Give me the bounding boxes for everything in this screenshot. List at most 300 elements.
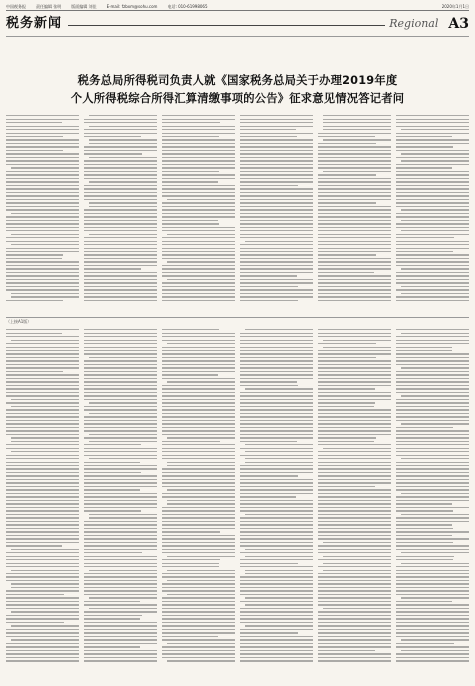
text-line — [240, 171, 313, 172]
text-line — [162, 423, 235, 424]
text-line — [162, 475, 235, 476]
text-line — [162, 300, 235, 301]
text-line — [11, 639, 79, 640]
text-line — [240, 293, 313, 294]
text-line — [323, 542, 391, 543]
text-line — [318, 402, 375, 403]
text-line — [162, 622, 235, 623]
text-line — [318, 524, 391, 525]
text-line — [318, 199, 391, 200]
text-line — [396, 507, 469, 508]
text-line — [318, 653, 391, 654]
text-line — [318, 576, 391, 577]
text-line — [318, 427, 391, 428]
text-line — [6, 566, 79, 567]
text-line — [89, 514, 157, 515]
text-line — [318, 296, 391, 297]
text-line — [396, 542, 453, 543]
text-line — [396, 336, 469, 337]
text-line — [240, 286, 298, 287]
text-line — [84, 213, 157, 214]
text-line — [84, 353, 157, 354]
text-line — [11, 570, 79, 571]
text-line — [396, 385, 469, 386]
text-line — [396, 171, 469, 172]
text-line — [240, 206, 313, 207]
text-line — [318, 486, 375, 487]
text-line — [84, 423, 157, 424]
text-line — [6, 350, 79, 351]
text-line — [318, 535, 391, 536]
text-line — [318, 489, 391, 490]
text-line — [401, 563, 469, 564]
text-line — [84, 552, 142, 553]
text-line — [84, 300, 157, 301]
editor-info: 责任编辑 张明 — [36, 4, 62, 9]
text-line — [240, 552, 313, 553]
text-line — [396, 583, 469, 584]
text-line — [84, 510, 141, 511]
text-line — [162, 220, 218, 221]
text-line — [84, 409, 157, 410]
text-line — [240, 542, 313, 543]
text-line — [89, 234, 157, 235]
text-line — [396, 409, 469, 410]
text-line — [318, 615, 391, 616]
text-line — [162, 451, 235, 452]
text-line — [6, 178, 79, 179]
text-line — [89, 517, 157, 518]
text-line — [318, 559, 391, 560]
text-line — [84, 279, 157, 280]
text-line — [6, 385, 79, 386]
text-line — [162, 395, 235, 396]
text-line — [162, 615, 235, 616]
text-line — [240, 643, 313, 644]
text-line — [6, 455, 79, 456]
text-line — [162, 573, 235, 574]
text-line — [84, 653, 157, 654]
text-line — [318, 367, 391, 368]
text-line — [240, 423, 313, 424]
text-line — [245, 514, 313, 515]
text-line — [318, 413, 391, 414]
text-line — [396, 300, 469, 301]
text-line — [240, 535, 313, 536]
text-line — [318, 220, 391, 221]
text-line — [318, 549, 391, 550]
text-line — [6, 367, 79, 368]
text-line — [318, 657, 391, 658]
text-line — [84, 430, 157, 431]
text-line — [396, 660, 469, 661]
text-line — [396, 347, 452, 348]
text-line — [396, 192, 469, 193]
text-line — [162, 164, 235, 165]
text-line — [84, 360, 157, 361]
text-line — [6, 563, 79, 564]
issue-date: 2020年1月1日 — [441, 4, 469, 9]
text-line — [318, 597, 391, 598]
text-line — [6, 573, 79, 574]
text-line — [6, 420, 79, 421]
text-line — [396, 576, 469, 577]
text-line — [318, 583, 391, 584]
text-line — [162, 531, 220, 532]
text-line — [84, 399, 157, 400]
text-line — [396, 420, 469, 421]
text-line — [318, 371, 391, 372]
text-line — [318, 475, 391, 476]
text-line — [89, 441, 157, 442]
text-line — [84, 374, 157, 375]
text-line — [162, 272, 235, 273]
text-line — [401, 153, 469, 154]
text-line — [401, 230, 469, 231]
text-line — [162, 482, 235, 483]
text-line — [84, 296, 157, 297]
text-line — [318, 353, 391, 354]
text-line — [84, 556, 157, 557]
text-line — [84, 223, 157, 224]
text-line — [401, 458, 469, 459]
text-line — [84, 129, 157, 130]
text-line — [6, 160, 79, 161]
text-line — [240, 618, 313, 619]
text-line — [240, 234, 313, 235]
text-line — [6, 416, 79, 417]
text-line — [240, 258, 313, 259]
text-line — [396, 632, 469, 633]
text-line — [396, 646, 469, 647]
text-line — [84, 650, 157, 651]
text-line — [162, 275, 235, 276]
text-line — [6, 632, 79, 633]
text-line — [167, 465, 235, 466]
text-line — [396, 133, 469, 134]
text-line — [318, 188, 391, 189]
text-line — [162, 350, 235, 351]
text-line — [318, 261, 391, 262]
text-line — [240, 350, 313, 351]
text-line — [318, 213, 391, 214]
text-line — [240, 374, 313, 375]
text-line — [240, 395, 313, 396]
text-line — [396, 178, 469, 179]
text-line — [323, 115, 391, 116]
text-line — [6, 395, 79, 396]
text-line — [401, 293, 469, 294]
text-line — [396, 625, 469, 626]
text-line — [240, 503, 313, 504]
text-line — [318, 552, 391, 553]
text-line — [162, 653, 235, 654]
text-line — [318, 388, 375, 389]
text-line — [6, 559, 79, 560]
text-line — [396, 206, 469, 207]
text-line — [245, 597, 313, 598]
text-line — [396, 590, 469, 591]
text-line — [396, 289, 469, 290]
text-line — [318, 378, 391, 379]
text-line — [162, 646, 235, 647]
text-line — [84, 559, 157, 560]
text-line — [162, 213, 235, 214]
text-line — [318, 622, 391, 623]
text-line — [240, 531, 313, 532]
text-line — [6, 195, 79, 196]
text-line — [84, 615, 142, 616]
text-line — [318, 650, 375, 651]
text-line — [396, 545, 469, 546]
text-line — [240, 392, 313, 393]
text-line — [396, 378, 469, 379]
text-line — [318, 444, 391, 445]
text-line — [162, 378, 235, 379]
text-line — [318, 157, 391, 158]
text-line — [84, 378, 157, 379]
text-line — [84, 657, 157, 658]
text-line — [396, 139, 469, 140]
text-line — [323, 563, 391, 564]
text-line — [240, 178, 313, 179]
text-line — [11, 234, 79, 235]
text-line — [84, 199, 157, 200]
text-line — [396, 251, 453, 252]
text-line — [396, 254, 469, 255]
text-line — [318, 286, 391, 287]
text-line — [84, 188, 157, 189]
text-line — [401, 209, 469, 210]
text-line — [396, 174, 469, 175]
text-line — [318, 409, 391, 410]
text-line — [84, 580, 157, 581]
text-line — [396, 213, 469, 214]
text-line — [84, 618, 140, 619]
text-line — [318, 336, 391, 337]
text-line — [84, 209, 157, 210]
text-line — [162, 192, 235, 193]
text-line — [162, 150, 235, 151]
text-line — [162, 496, 235, 497]
text-line — [240, 146, 313, 147]
header-divider — [6, 36, 469, 37]
text-line — [318, 136, 375, 137]
text-line — [318, 566, 391, 567]
text-line — [84, 367, 157, 368]
text-line — [6, 223, 79, 224]
text-line — [84, 261, 157, 262]
text-line — [318, 329, 391, 330]
text-line — [396, 615, 469, 616]
text-line — [240, 657, 313, 658]
text-line — [240, 296, 313, 297]
text-line — [162, 178, 235, 179]
text-line — [6, 371, 63, 372]
text-line — [162, 507, 235, 508]
text-line — [6, 119, 79, 120]
text-line — [162, 248, 235, 249]
text-line — [162, 188, 235, 189]
text-line — [396, 126, 469, 127]
text-line — [6, 531, 79, 532]
text-line — [396, 143, 469, 144]
text-line — [240, 216, 313, 217]
layout-editor-info: 版面编辑 刘佳 — [71, 4, 97, 9]
text-line — [240, 268, 313, 269]
text-line — [162, 251, 235, 252]
text-line — [240, 475, 298, 476]
text-line — [162, 136, 219, 137]
text-line — [89, 126, 157, 127]
text-line — [84, 416, 157, 417]
text-line — [89, 608, 157, 609]
text-line — [318, 146, 391, 147]
text-line — [6, 503, 79, 504]
text-line — [11, 244, 79, 245]
text-line — [84, 136, 141, 137]
text-line — [396, 223, 469, 224]
text-line — [84, 493, 157, 494]
text-line — [396, 381, 469, 382]
text-line — [89, 357, 157, 358]
text-line — [240, 220, 313, 221]
text-line — [84, 195, 157, 196]
text-line — [6, 482, 79, 483]
text-line — [11, 293, 79, 294]
text-line — [245, 556, 313, 557]
text-line — [6, 333, 62, 334]
text-line — [6, 590, 79, 591]
text-line — [323, 340, 391, 341]
text-line — [240, 563, 298, 564]
text-line — [6, 552, 79, 553]
text-line — [6, 220, 79, 221]
text-line — [318, 604, 391, 605]
text-line — [318, 153, 391, 154]
text-line — [318, 174, 376, 175]
text-line — [240, 479, 313, 480]
text-line — [162, 430, 235, 431]
text-line — [6, 199, 79, 200]
text-line — [6, 286, 79, 287]
text-line — [396, 559, 453, 560]
text-line — [84, 388, 157, 389]
text-line — [318, 500, 391, 501]
text-line — [89, 570, 157, 571]
text-line — [162, 282, 235, 283]
text-line — [396, 275, 469, 276]
text-line — [318, 167, 391, 168]
text-line — [84, 293, 157, 294]
text-line — [84, 333, 157, 334]
text-line — [84, 150, 157, 151]
text-line — [396, 216, 469, 217]
text-line — [84, 503, 157, 504]
text-line — [167, 234, 235, 235]
text-line — [240, 653, 313, 654]
text-line — [11, 625, 79, 626]
text-line — [318, 496, 391, 497]
text-line — [162, 434, 235, 435]
text-line — [162, 510, 235, 511]
text-line — [84, 119, 157, 120]
text-line — [6, 500, 79, 501]
text-line — [396, 573, 469, 574]
text-line — [162, 371, 235, 372]
text-line — [240, 136, 297, 137]
text-line — [6, 545, 62, 546]
text-line — [84, 622, 157, 623]
text-line — [167, 279, 235, 280]
text-line — [240, 650, 313, 651]
text-line — [318, 493, 391, 494]
text-line — [396, 227, 469, 228]
text-line — [84, 329, 157, 330]
text-line — [162, 444, 235, 445]
text-line — [6, 465, 79, 466]
text-line — [396, 462, 469, 463]
text-line — [318, 164, 391, 165]
text-line — [162, 357, 235, 358]
text-line — [240, 202, 313, 203]
text-line — [162, 333, 235, 334]
text-line — [84, 444, 141, 445]
text-line — [396, 594, 469, 595]
text-line — [245, 570, 313, 571]
text-line — [240, 413, 313, 414]
text-line — [318, 573, 391, 574]
text-line — [240, 437, 313, 438]
text-line — [162, 604, 235, 605]
text-line — [240, 188, 313, 189]
text-line — [6, 261, 79, 262]
text-line — [162, 458, 235, 459]
text-line — [84, 576, 157, 577]
text-line — [84, 646, 140, 647]
text-line — [318, 587, 391, 588]
text-line — [401, 220, 469, 221]
text-line — [162, 566, 219, 567]
text-line — [240, 468, 313, 469]
text-line — [6, 517, 79, 518]
text-line — [318, 455, 391, 456]
text-line — [162, 171, 219, 172]
text-line — [318, 632, 391, 633]
text-line — [396, 448, 469, 449]
text-line — [84, 336, 157, 337]
text-line — [240, 615, 313, 616]
text-line — [162, 388, 235, 389]
text-line — [396, 195, 469, 196]
lower-body-columns — [6, 327, 469, 682]
text-line — [84, 244, 157, 245]
text-line — [162, 293, 235, 294]
text-line — [240, 629, 313, 630]
text-line — [396, 244, 469, 245]
top-info-bar — [6, 3, 469, 11]
text-line — [323, 129, 391, 130]
text-line — [318, 507, 391, 508]
text-line — [323, 122, 391, 123]
text-line — [162, 441, 220, 442]
article-column — [84, 113, 157, 313]
text-line — [162, 535, 235, 536]
text-line — [6, 448, 79, 449]
text-line — [6, 657, 79, 658]
text-line — [84, 395, 157, 396]
text-line — [6, 434, 79, 435]
